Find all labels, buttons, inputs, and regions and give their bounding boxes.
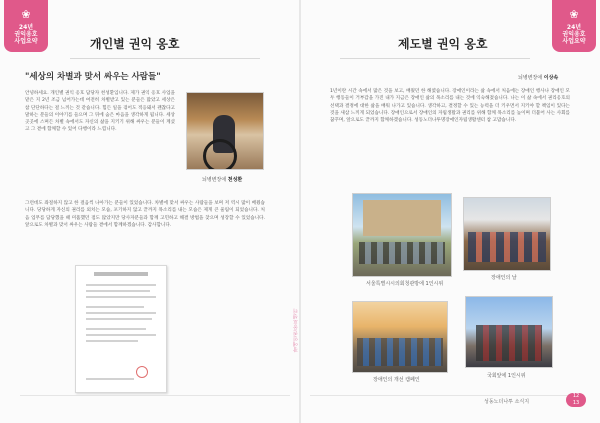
footer-line [20,395,290,396]
crowd-shape [468,232,546,262]
document-line [86,318,152,320]
page-numbers: 12 13 [572,393,580,406]
page-number-badge [566,393,586,407]
document-line [86,284,156,286]
photo-caption: 서울특별시시의회청관방에 1인시위 [366,281,444,287]
author-role: 뇌병변장애 [518,75,543,81]
document-line [86,306,144,308]
document-line [86,296,156,298]
author-line [518,74,558,81]
section-tab-label: 24년 권익옹호 사업요약 [14,24,38,45]
footer-title: 성동노더나투 소식지 [484,399,530,405]
document-line [86,328,146,330]
photo-caption: 장애인의 개선 캠페인 [373,377,420,383]
crowd-shape [359,242,445,264]
document-line [86,312,156,314]
document-line [86,378,134,380]
footer-line [310,395,572,396]
author-name: 이상속 [543,75,559,81]
body-paragraph: 1년이란 시간 속에서 많은 것을 보고, 배웠던 한 해였습니다. 장애인이라는 삶 속에서 처음에는 장애인 행사나 장애인 모두 행동들이 거부감을 가진 내가 지금은 장애인 삶의 목소리를 내는 것에 익숙해졌습니다. 나는 이 삶 속에서 권리옹호의 선택과 결정에 대한 삶을 배워 나가고 있습니다. 생각하고, 결정할 수 있는 능력을 더 키우면서 지키야 할 책임이 있다는 것을 새삼 느끼게 되었습니다. 장애인으로서 장애인의 자립생활과 권리를 위해 함께 목소리를 높이며 더불어 사는 사회를 꿈꾸며, 앞으로도 끝까지 함께하겠습니다. 성동노더나투명장애인자립생활센터 참 고맙습니다. [330,89,570,124]
page-spine [299,0,301,423]
caption-name: 천성환 [227,177,243,183]
heading-divider [70,58,260,59]
body-paragraph: 그런데도 좌절하지 않고 한 걸음씩 나아가는 분들이 있었습니다. 차별에 맞서 싸우는 사람들을 보며 저 역시 많이 배웠습니다. 당당하게 자신의 권리를 외치는 모습, 포기하지 않고 끝까지 목소리를 내는 모습은 제게 큰 울림이 되었습니다. 처음 업무를 담당했을 때 미흡했던 점도 많았지만 당사자분들과 함께 고민하고 해결 방법을 찾으며 성장할 수 있었습니다. 앞으로도 차별과 맞서 싸우는 사람들 곁에서 함께하겠습니다. 감사합니다. [25,201,265,228]
heading-divider [340,58,530,59]
side-label: 장애인권옹호센터 [293,308,299,352]
people-icon: ❀ [569,8,579,21]
document-line [86,290,150,292]
photo-caption [202,176,242,183]
crowd-shape [476,325,542,361]
stamp-icon [136,366,148,378]
building-shape [363,200,441,236]
people-icon: ❀ [21,8,31,21]
document-line [86,334,156,336]
photo-caption: 국회앞에 1인시위 [487,373,526,379]
wheelchair-photo [186,92,264,170]
crowd-shape [357,338,443,366]
section-tab-right [552,0,596,52]
page-title: 제도별 권익 옹호 [398,37,488,51]
national-assembly-photo [465,296,553,368]
caption-role: 뇌병변장애 [202,177,227,183]
document-header [94,272,148,276]
campaign-photo [352,301,448,373]
section-tab-label: 24년 권익옹호 사업요약 [562,24,586,45]
body-paragraph: 안녕하세요. 개인별 권익 옹호 담당자 천성환입니다. 제가 권익 옹호 사업을 맡은 지 2년 조금 넘어가는데 여전히 차별받고 있는 분들은 많았고 세상은 참 단단하다는 걸 느끼는 것 같습니다. 힘든 일을 겪어도 적응돼서 괜찮다고 말하는 분들의 이야기를 들으며 그 뒤에 숨은 마음을 생각하게 됩니다. 세상 곳곳에 스며든 차별 속에서도 자신의 삶을 지키기 위해 싸우는 분들이 계셨고 그 곁에 함께할 수 있어 다행이라 느낍니다. [25,91,175,133]
event-photo [463,197,551,271]
section-tab-left [4,0,48,52]
page-title: 개인별 권익 옹호 [90,37,180,51]
quote-title: "세상의 차별과 맞서 싸우는 사람들" [25,72,161,82]
document-image [75,265,167,393]
wheel-shape [203,139,237,170]
document-line [86,340,138,342]
protest-photo [352,193,452,277]
photo-caption: 장애인의 날 [491,275,517,281]
